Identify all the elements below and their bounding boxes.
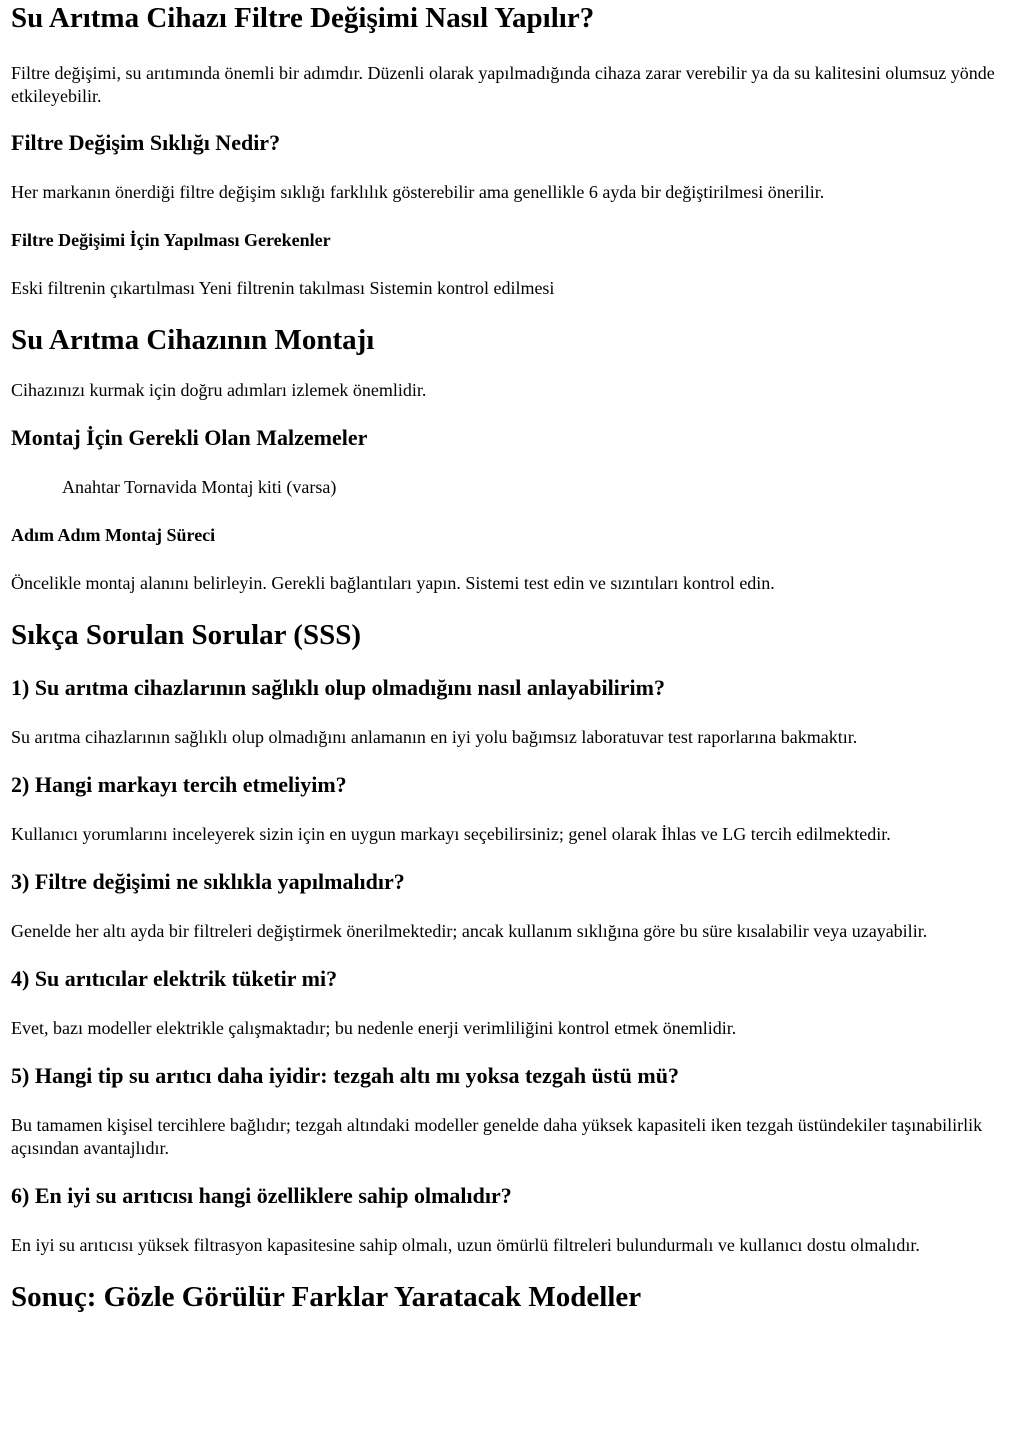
faq-question: 2) Hangi markayı tercih etmeliyim? <box>11 772 347 797</box>
conclusion-heading: Sonuç: Gözle Görülür Farklar Yaratacak Modeller <box>11 1281 642 1313</box>
faq-answer: Bu tamamen kişisel tercihlere bağlıdır; tezgah altındaki modeller genelde daha yüksek kapasiteli iken tezgah üstündekiler taşınabilirlik açısından avantajlıdır. <box>11 1115 983 1158</box>
frequency-paragraph: Her markanın önerdiği filtre değişim sıklığı farklılık gösterebilir ama genellikle 6 ayda bir değiştirilmesi önerilir. <box>11 182 825 202</box>
intro-paragraph: Filtre değişimi, su arıtımında önemli bir adımdır. Düzenli olarak yapılmadığında cihaza zarar verebilir ya da su kalitesini olumsuz yönde etkileyebilir. <box>11 63 995 106</box>
faq-question: 6) En iyi su arıtıcısı hangi özelliklere sahip olmalıdır? <box>11 1183 512 1208</box>
faq-answer: En iyi su arıtıcısı yüksek filtrasyon kapasitesine sahip olmalı, uzun ömürlü filtreleri bulundurmalı ve kullanıcı dostu olmalıdır. <box>11 1235 920 1255</box>
faq-question: 4) Su arıtıcılar elektrik tüketir mi? <box>11 966 338 991</box>
article <box>0 1 1024 1314</box>
materials-heading: Montaj İçin Gerekli Olan Malzemeler <box>11 425 368 450</box>
faq-heading: Sıkça Sorulan Sorular (SSS) <box>11 619 361 651</box>
faq-question: 5) Hangi tip su arıtıcı daha iyidir: tezgah altı mı yoksa tezgah üstü mü? <box>11 1063 679 1088</box>
faq-answer: Su arıtma cihazlarının sağlıklı olup olmadığını anlamanın en iyi yolu bağımsız laboratuvar test raporlarına bakmaktır. <box>11 727 858 747</box>
steps-paragraph: Öncelikle montaj alanını belirleyin. Gerekli bağlantıları yapın. Sistemi test edin ve sızıntıları kontrol edin. <box>11 573 775 593</box>
materials-list: Anahtar Tornavida Montaj kiti (varsa) <box>62 477 337 497</box>
faq-answer: Kullanıcı yorumlarını inceleyerek sizin için en uygun markayı seçebilirsiniz; genel olarak İhlas ve LG tercih edilmektedir. <box>11 824 891 844</box>
frequency-heading: Filtre Değişim Sıklığı Nedir? <box>11 130 281 155</box>
steps-heading: Adım Adım Montaj Süreci <box>11 525 216 545</box>
todo-paragraph: Eski filtrenin çıkartılması Yeni filtrenin takılması Sistemin kontrol edilmesi <box>11 278 555 298</box>
page-title: Su Arıtma Cihazı Filtre Değişimi Nasıl Yapılır? <box>11 2 595 34</box>
todo-heading: Filtre Değişimi İçin Yapılması Gerekenler <box>11 230 331 250</box>
faq-answer: Genelde her altı ayda bir filtreleri değiştirmek önerilmektedir; ancak kullanım sıklığına göre bu süre kısalabilir veya uzayabilir. <box>11 921 928 941</box>
faq-question: 1) Su arıtma cihazlarının sağlıklı olup olmadığını nasıl anlayabilirim? <box>11 675 665 700</box>
faq-answer: Evet, bazı modeller elektrikle çalışmaktadır; bu nedenle enerji verimliliğini kontrol etmek önemlidir. <box>11 1018 737 1038</box>
faq-question: 3) Filtre değişimi ne sıklıkla yapılmalıdır? <box>11 869 405 894</box>
install-heading: Su Arıtma Cihazının Montajı <box>11 324 375 356</box>
install-paragraph: Cihazınızı kurmak için doğru adımları izlemek önemlidir. <box>11 380 427 400</box>
